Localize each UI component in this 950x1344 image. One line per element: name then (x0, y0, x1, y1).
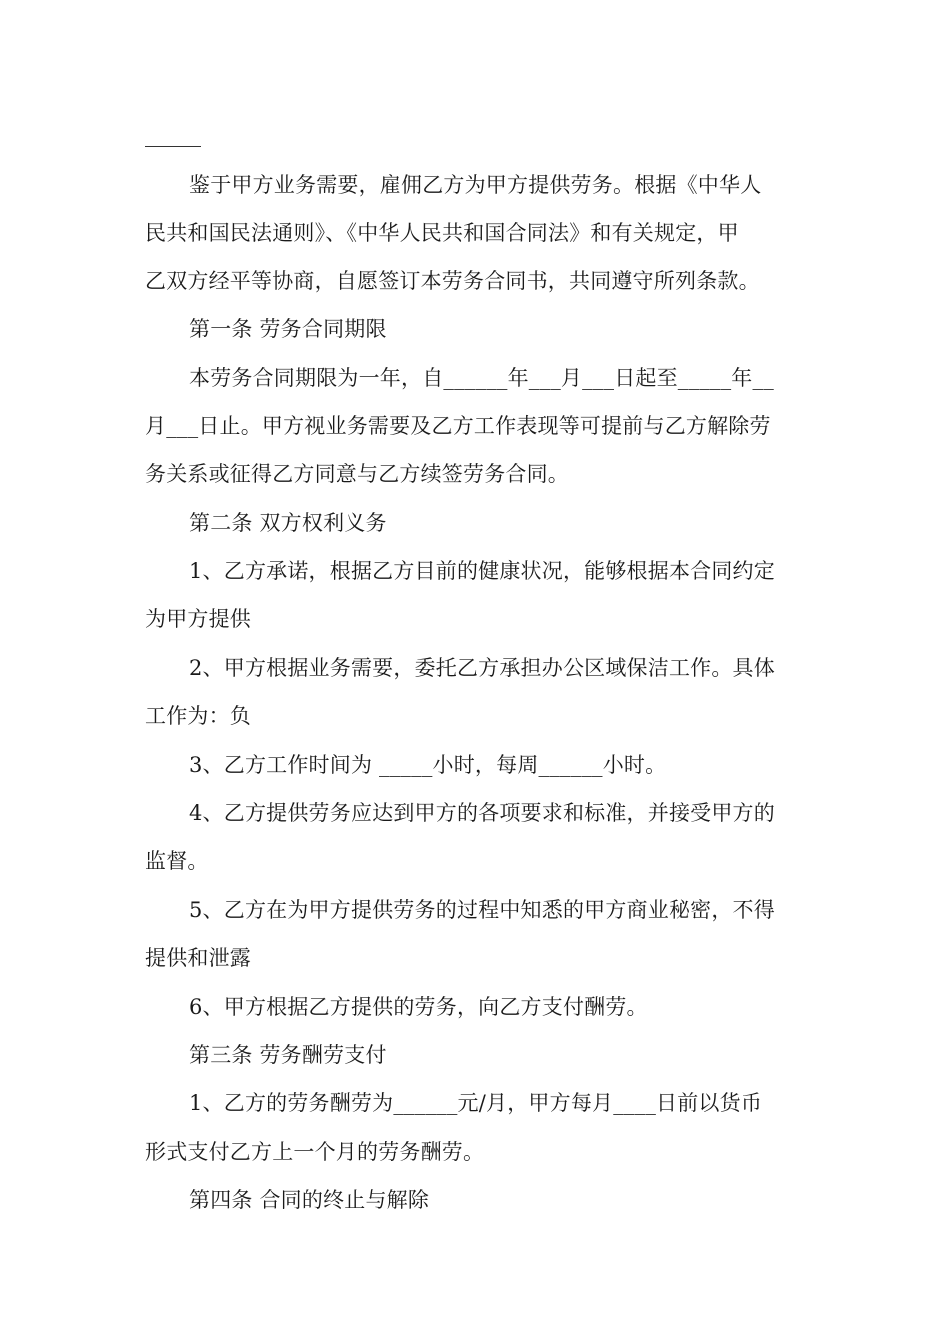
section-heading: 第三条 劳务酬劳支付 (189, 1043, 387, 1067)
paragraph-line: 鉴于甲方业务需要，雇佣乙方为甲方提供劳务。根据《中华人 (189, 173, 762, 197)
paragraph-line: 月___日止。甲方视业务需要及乙方工作表现等可提前与乙方解除劳 (145, 414, 771, 438)
paragraph-line: 务关系或征得乙方同意与乙方续签劳务合同。 (145, 462, 569, 486)
paragraph-line: 1、乙方的劳务酬劳为______元/月，甲方每月____日前以货币 (189, 1091, 763, 1115)
section-heading: 第一条 劳务合同期限 (189, 317, 387, 341)
paragraph-line: 6、甲方根据乙方提供的劳务，向乙方支付酬劳。 (189, 995, 648, 1019)
paragraph-line: 4、乙方提供劳务应达到甲方的各项要求和标准，并接受甲方的 (189, 801, 775, 825)
paragraph-line: 监督。 (145, 849, 209, 873)
paragraph-line: 工作为：负 (145, 704, 251, 728)
section-heading: 第四条 合同的终止与解除 (189, 1188, 430, 1212)
paragraph-line: 为甲方提供 (145, 607, 251, 631)
top-blank-line (145, 146, 201, 147)
paragraph-line: 民共和国民法通则》、《中华人民共和国合同法》和有关规定，甲 (145, 221, 739, 245)
paragraph-line: 2、甲方根据业务需要，委托乙方承担办公区域保洁工作。具体 (189, 656, 775, 680)
paragraph-line: 5、乙方在为甲方提供劳务的过程中知悉的甲方商业秘密，不得 (189, 898, 775, 922)
paragraph-line: 提供和泄露 (145, 946, 251, 970)
paragraph-line: 3、乙方工作时间为 _____小时，每周______小时。 (189, 753, 667, 777)
paragraph-line: 乙双方经平等协商，自愿签订本劳务合同书，共同遵守所列条款。 (145, 269, 760, 293)
paragraph-line: 本劳务合同期限为一年，自______年___月___日起至_____年__ (189, 366, 774, 390)
section-heading: 第二条 双方权利义务 (189, 511, 387, 535)
paragraph-line: 形式支付乙方上一个月的劳务酬劳。 (145, 1140, 485, 1164)
paragraph-line: 1、乙方承诺，根据乙方目前的健康状况，能够根据本合同约定 (189, 559, 775, 583)
